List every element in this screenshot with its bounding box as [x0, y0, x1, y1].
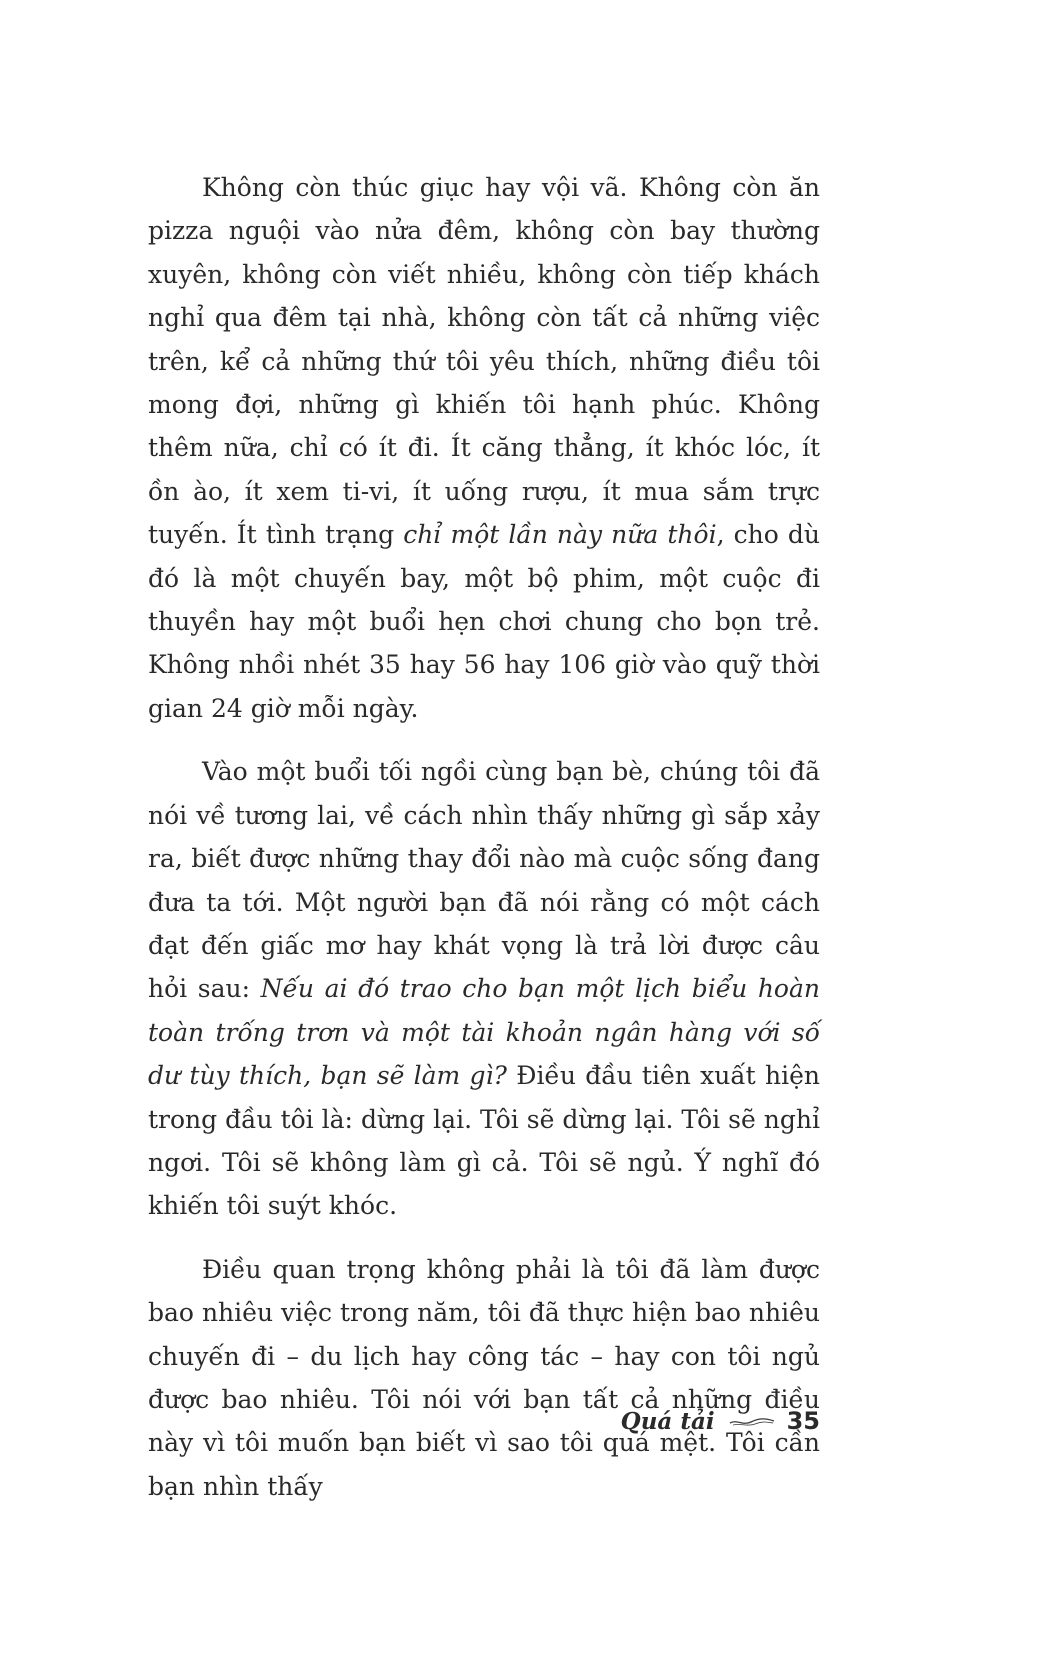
italic-text-run: Nếu ai đó trao cho bạn một lịch biểu hoàn toàn trống trơn và một tài khoản ngân hàng với số dư tùy thích, bạn sẽ làm gì? — [148, 974, 820, 1091]
running-title: Quá tải — [620, 1407, 715, 1435]
text-run: , cho dù đó là một chuyến bay, một bộ phim, một cuộc đi thuyền hay một buổi hẹn chơi chung cho bọn trẻ. Không nhồi nhét 35 hay 56 hay 106 giờ vào quỹ thời gian 24 giờ mỗi ngày. — [148, 520, 820, 723]
wave-icon — [729, 1414, 775, 1428]
text-run: Điều quan trọng không phải là tôi đã làm được bao nhiêu việc trong năm, tôi đã thực hiện bao nhiêu chuyến đi – du lịch hay công tác – hay con tôi ngủ được bao nhiêu. Tôi nói với bạn tất cả những điều này vì tôi muốn bạn biết vì sao tôi quá mệt. Tôi cần bạn nhìn thấy — [148, 1254, 820, 1501]
paragraph-1 — [148, 166, 820, 730]
text-run: Vào một buổi tối ngồi cùng bạn bè, chúng tôi đã nói về tương lai, về cách nhìn thấy những gì sắp xảy ra, biết được những thay đổi nào mà cuộc sống đang đưa ta tới. Một người bạn đã nói rằng có một cách đạt đến giấc mơ hay khát vọng là trả lời được câu hỏi sau: — [148, 757, 820, 1004]
text-run: Không còn thúc giục hay vội vã. Không còn ăn pizza nguội vào nửa đêm, không còn bay thường xuyên, không còn viết nhiều, không còn tiếp khách nghỉ qua đêm tại nhà, không còn tất cả những việc trên, kể cả những thứ tôi yêu thích, những điều tôi mong đợi, những gì khiến tôi hạnh phúc. Không thêm nữa, chỉ có ít đi. Ít căng thẳng, ít khóc lóc, ít ồn ào, ít xem ti-vi, ít uống rượu, ít mua sắm trực tuyến. Ít tình trạng — [148, 173, 820, 550]
paragraph-3 — [148, 1248, 820, 1508]
text-run: Điều đầu tiên xuất hiện trong đầu tôi là: dừng lại. Tôi sẽ dừng lại. Tôi sẽ nghỉ ngơi. Tôi sẽ không làm gì cả. Tôi sẽ ngủ. Ý nghĩ đó khiến tôi suýt khóc. — [148, 1061, 820, 1221]
italic-text-run: chỉ một lần này nữa thôi — [403, 520, 717, 550]
page-number: 35 — [786, 1407, 820, 1435]
paragraph-2 — [148, 750, 820, 1227]
body-text — [148, 166, 820, 1528]
page-footer — [600, 1401, 820, 1441]
